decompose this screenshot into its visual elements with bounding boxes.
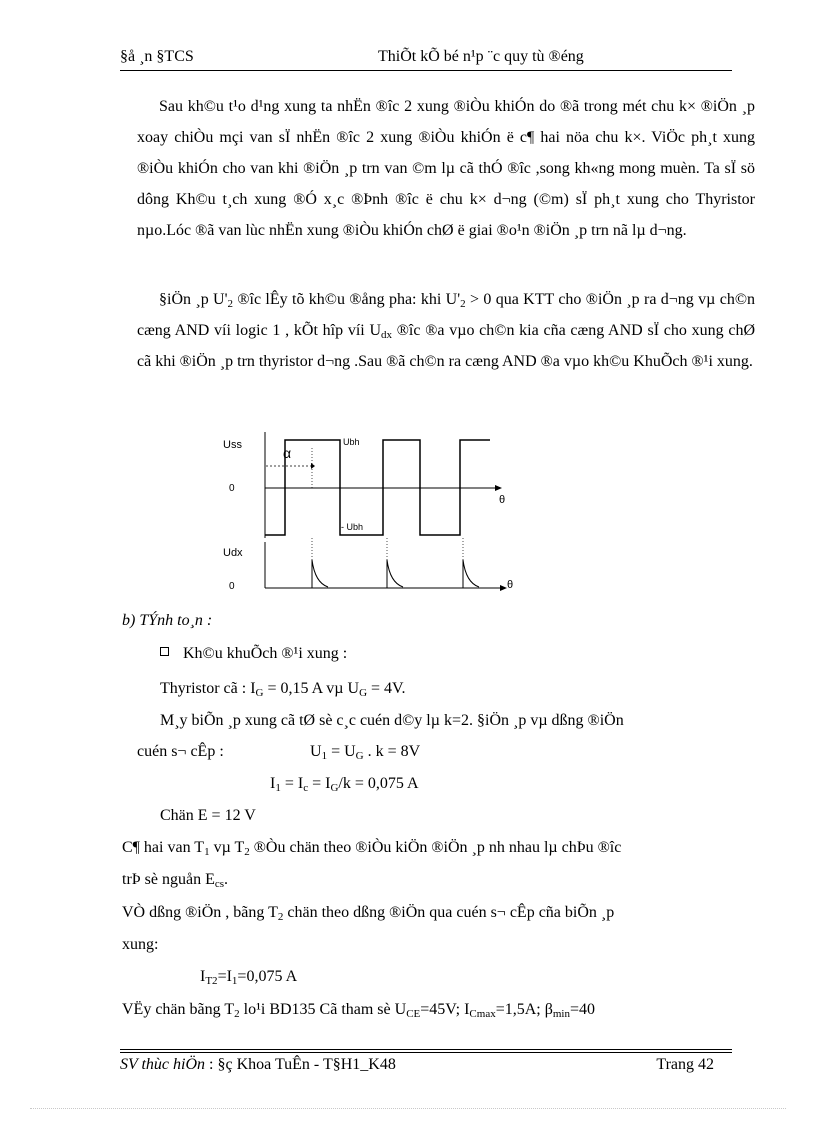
both-valves-line: C¶ hai van $T_1$ vµ $T_2$ ®Òu chän theo ®iÒu kiÖn ®iÖn ¸p nh nhau lµ chÞu ®îc [122, 839, 622, 858]
primary-coil-label: cuén s¬ cÊp : [137, 743, 224, 760]
i1-formula: $I_1 = I_c = I_G/k = 0,075$ A [270, 775, 419, 794]
transistor-choice-line: VËy chän bãng $T_2$ lo¹i BD135 Cã tham sè $U_{CE}=45V$; $I_{Cmax}=1,5A$; $\beta_{min}=40$ [122, 1001, 596, 1020]
footer-rule-2 [120, 1052, 732, 1053]
pulse-spike-2 [387, 560, 403, 588]
theta-bottom-label: θ [507, 579, 514, 591]
alpha-label: α [282, 445, 292, 461]
bullet-square-icon [160, 647, 169, 656]
current-line-cont: xung: [122, 936, 159, 953]
paragraph-and-gate: §iÖn ¸p $U'_2$ ®îc lÊy tõ kh©u ®ång pha: khi $U'_2 > 0$ qua KTT cho ®iÖn ¸p ra d¬ng vµ ch©n cæng AND víi logic 1 , kÕt hîp víi $U_{dx}$ ®îc ®a vµo ch©n kia cña cæng AND sÏ cho xung chØ cã khi ®iÖn ¸p trn thyristor d¬ng .Sau ®ã ch©n ra cæng AND ®a vµo kh©u KhuÕch ®¹i xung. [137, 291, 756, 370]
u1-formula: $U_1 = U_G$ . k = 8V [310, 743, 421, 762]
current-line: VÒ dßng ®iÖn , bãng $T_2$ chän theo dßng ®iÖn qua cuén s¬ cÊp cña biÕn ¸p [122, 904, 615, 923]
bottom-ylabel: Udx [223, 547, 243, 559]
footer-rule [120, 1049, 732, 1050]
theta-top-label: θ [499, 494, 506, 506]
choose-e-line: Chän E = 12 V [160, 807, 256, 824]
zero-bottom-label: 0 [229, 581, 235, 592]
top-ylabel: Uss [223, 439, 242, 451]
page-bottom-border [30, 1108, 786, 1109]
zero-top-label: 0 [229, 483, 235, 494]
neg-ubh-label: - Ubh [341, 522, 364, 532]
pulse-spike-3 [463, 560, 479, 588]
bullet-item: Kh©u khuÕch ®¹i xung : [160, 645, 347, 663]
header-left: §å ¸n §TCS [120, 48, 194, 65]
source-value-line: trÞ sè nguån $E_{cs}$. [122, 871, 229, 890]
ubh-label: Ubh [343, 437, 360, 447]
bottom-x-arrow [500, 585, 507, 591]
transformer-line: M¸y biÕn ¸p xung cã tØ sè c¸c cuén d©y lµ k=2. §iÖn ¸p vµ dßng ®iÖn [160, 712, 624, 729]
page-number: Trang 42 [656, 1056, 714, 1073]
top-x-arrow [495, 485, 502, 491]
page-header [120, 48, 732, 72]
page-footer [120, 1049, 732, 1073]
section-title: b) TÝnh to¸n : [122, 612, 213, 629]
pulse-spike-1 [312, 560, 328, 588]
paragraph-pulse-shaping: Sau kh©u t¹o d¹ng xung ta nhËn ®îc 2 xung ®iÒu khiÓn do ®ã trong mét chu k× ®iÖn ¸p xoay chiÒu mçi van sÏ nhËn ®îc 2 xung ®iÒu khiÓn ë c¶ hai nöa chu k×. ViÖc ph¸t xung ®iÒu khiÓn cho van khi ®iÖn ¸p trn van ©m lµ cã thÓ ®îc ,song kh«ng mong muèn. Ta sÏ sö dông Kh©u t¸ch xung ®Ó x¸c ®Þnh ®îc ë chu k× d¬ng (©m) sÏ ph¸t xung cho Thyristor nµo.Lóc ®ã van lùc nhËn xung ®iÒu khiÓn chØ ë giai ®o¹n ®iÖn ¸p trn nã lµ d¬ng. [137, 98, 755, 239]
thyristor-params: Thyristor cã : $I_G = 0,15$ A vµ $U_G = 4V$. [160, 680, 406, 699]
header-title: ThiÕt kÕ bé n¹p ¨c quy tù ®éng [378, 48, 584, 65]
waveform-figure [215, 430, 525, 600]
it2-formula: $I_{T2}=I_1=0,075$ A [200, 968, 298, 987]
header-rule [120, 70, 732, 71]
footer-author: SV thùc hiÖn : §ç Khoa TuÊn - T§H1_K48 [120, 1056, 396, 1073]
